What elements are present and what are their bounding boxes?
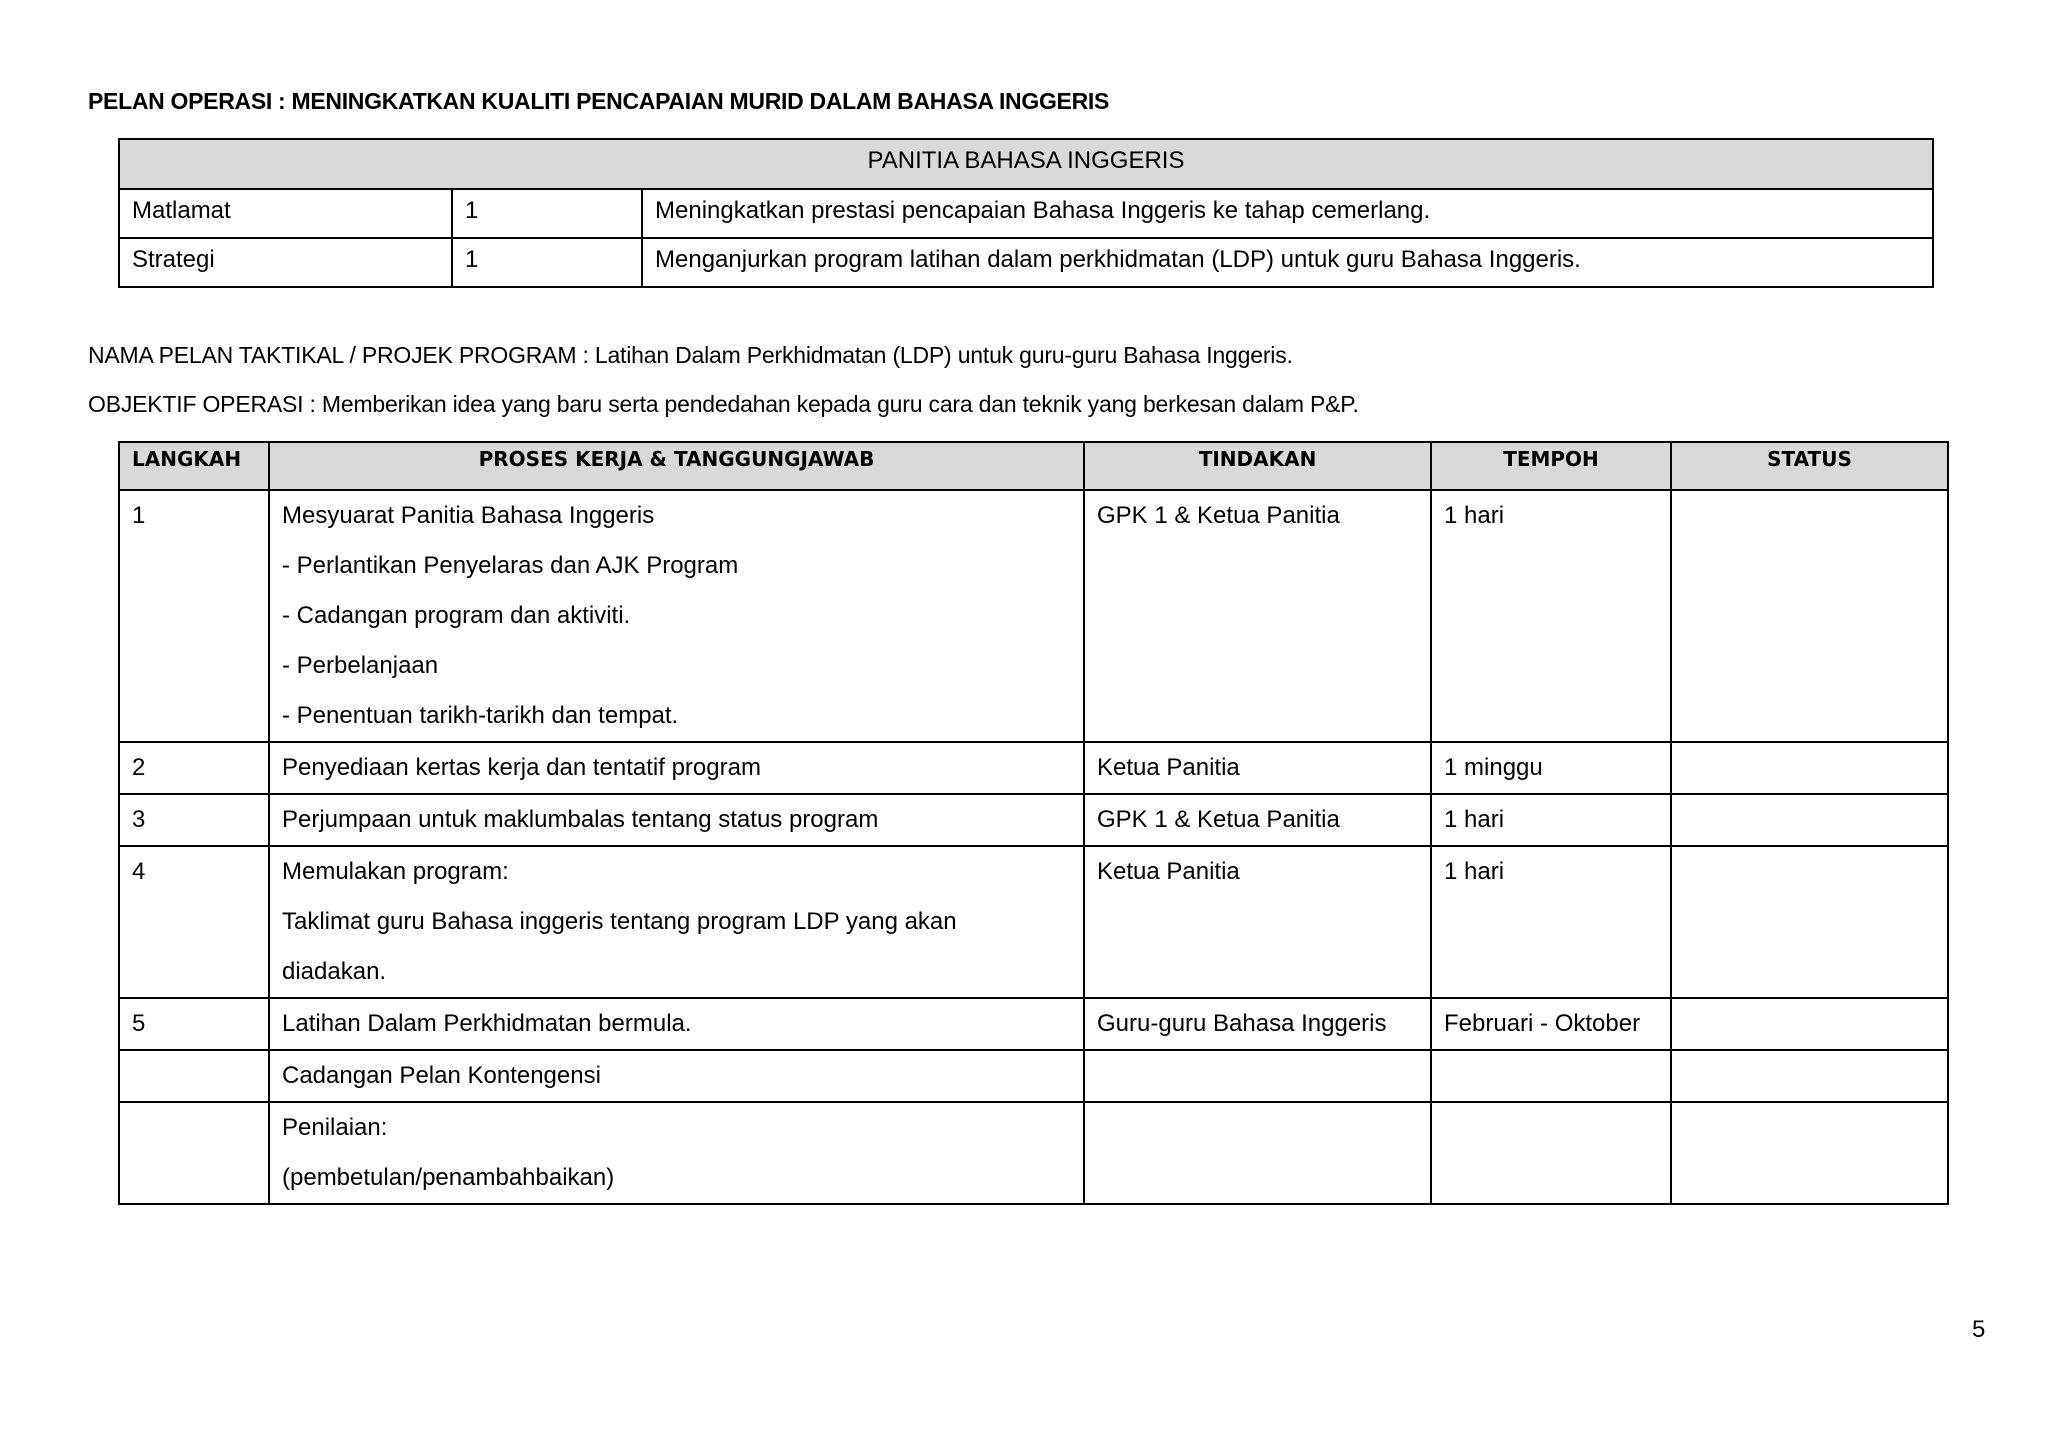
status-cell — [1671, 490, 1948, 742]
status-cell — [1671, 1050, 1948, 1102]
table-row — [119, 490, 1948, 742]
process-cell — [269, 1102, 1084, 1204]
header-tempoh: TEMPOH — [1431, 442, 1671, 490]
plan-name-line: NAMA PELAN TAKTIKAL / PROJEK PROGRAM : Latihan Dalam Perkhidmatan (LDP) untuk guru-guru Bahasa Inggeris. — [88, 342, 1293, 368]
summary-row-matlamat — [119, 189, 1933, 238]
summary-row-strategi — [119, 238, 1933, 287]
process-line: (pembetulan/penambahbaikan) — [282, 1164, 615, 1191]
header-langkah: LANGKAH — [119, 442, 269, 490]
step-cell: 2 — [119, 742, 269, 794]
process-cell — [269, 1050, 1084, 1102]
process-line: - Cadangan program dan aktiviti. — [282, 602, 631, 629]
page-title: PELAN OPERASI : MENINGKATKAN KUALITI PENCAPAIAN MURID DALAM BAHASA INGGERIS — [88, 88, 1110, 114]
summary-number: 1 — [452, 189, 642, 238]
status-cell — [1671, 1102, 1948, 1204]
action-cell — [1084, 1102, 1431, 1204]
action-cell: Ketua Panitia — [1084, 742, 1431, 794]
process-line: - Penentuan tarikh-tarikh dan tempat. — [282, 702, 679, 729]
process-line: - Perbelanjaan — [282, 652, 439, 679]
duration-cell: 1 hari — [1431, 846, 1671, 998]
process-line: Taklimat guru Bahasa inggeris tentang program LDP yang akan — [282, 908, 957, 935]
status-cell — [1671, 794, 1948, 846]
duration-cell: 1 hari — [1431, 794, 1671, 846]
process-line: diadakan. — [282, 958, 387, 985]
process-cell — [269, 998, 1084, 1050]
objective-line: OBJEKTIF OPERASI : Memberikan idea yang baru serta pendedahan kepada guru cara dan teknik yang berkesan dalam P&P. — [88, 391, 1359, 417]
step-cell: 3 — [119, 794, 269, 846]
duration-cell — [1431, 1102, 1671, 1204]
status-cell — [1671, 742, 1948, 794]
table-row — [119, 742, 1948, 794]
summary-text: Meningkatkan prestasi pencapaian Bahasa Inggeris ke tahap cemerlang. — [642, 189, 1933, 238]
process-line: Penilaian: — [282, 1114, 388, 1141]
process-cell — [269, 846, 1084, 998]
summary-label: Strategi — [119, 238, 452, 287]
action-cell: GPK 1 & Ketua Panitia — [1084, 490, 1431, 742]
page-number: 5 — [1972, 1316, 1986, 1343]
plan-table — [118, 441, 1949, 1205]
process-line: Perjumpaan untuk maklumbalas tentang status program — [282, 806, 879, 833]
process-line: Latihan Dalam Perkhidmatan bermula. — [282, 1010, 692, 1037]
summary-text: Menganjurkan program latihan dalam perkhidmatan (LDP) untuk guru Bahasa Inggeris. — [642, 238, 1933, 287]
step-cell — [119, 1102, 269, 1204]
process-line: - Perlantikan Penyelaras dan AJK Program — [282, 552, 739, 579]
summary-table — [118, 138, 1934, 288]
header-proses: PROSES KERJA & TANGGUNGJAWAB — [269, 442, 1084, 490]
duration-cell: 1 hari — [1431, 490, 1671, 742]
action-cell: Guru-guru Bahasa Inggeris — [1084, 998, 1431, 1050]
summary-number: 1 — [452, 238, 642, 287]
header-status: STATUS — [1671, 442, 1948, 490]
step-cell: 4 — [119, 846, 269, 998]
action-cell: Ketua Panitia — [1084, 846, 1431, 998]
process-line: Cadangan Pelan Kontengensi — [282, 1062, 601, 1089]
table-row — [119, 794, 1948, 846]
header-tindakan: TINDAKAN — [1084, 442, 1431, 490]
summary-header: PANITIA BAHASA INGGERIS — [119, 139, 1933, 189]
step-cell — [119, 1050, 269, 1102]
summary-label: Matlamat — [119, 189, 452, 238]
process-line: Mesyuarat Panitia Bahasa Inggeris — [282, 502, 655, 529]
process-cell — [269, 490, 1084, 742]
process-line: Memulakan program: — [282, 858, 509, 885]
action-cell — [1084, 1050, 1431, 1102]
status-cell — [1671, 998, 1948, 1050]
table-row — [119, 1102, 1948, 1204]
table-row — [119, 846, 1948, 998]
duration-cell: Februari - Oktober — [1431, 998, 1671, 1050]
plan-header-row — [119, 442, 1948, 490]
duration-cell — [1431, 1050, 1671, 1102]
action-cell: GPK 1 & Ketua Panitia — [1084, 794, 1431, 846]
process-cell — [269, 794, 1084, 846]
duration-cell: 1 minggu — [1431, 742, 1671, 794]
summary-header-row — [119, 139, 1933, 189]
table-row — [119, 1050, 1948, 1102]
step-cell: 1 — [119, 490, 269, 742]
table-row — [119, 998, 1948, 1050]
step-cell: 5 — [119, 998, 269, 1050]
process-line: Penyediaan kertas kerja dan tentatif program — [282, 754, 761, 781]
process-cell — [269, 742, 1084, 794]
status-cell — [1671, 846, 1948, 998]
